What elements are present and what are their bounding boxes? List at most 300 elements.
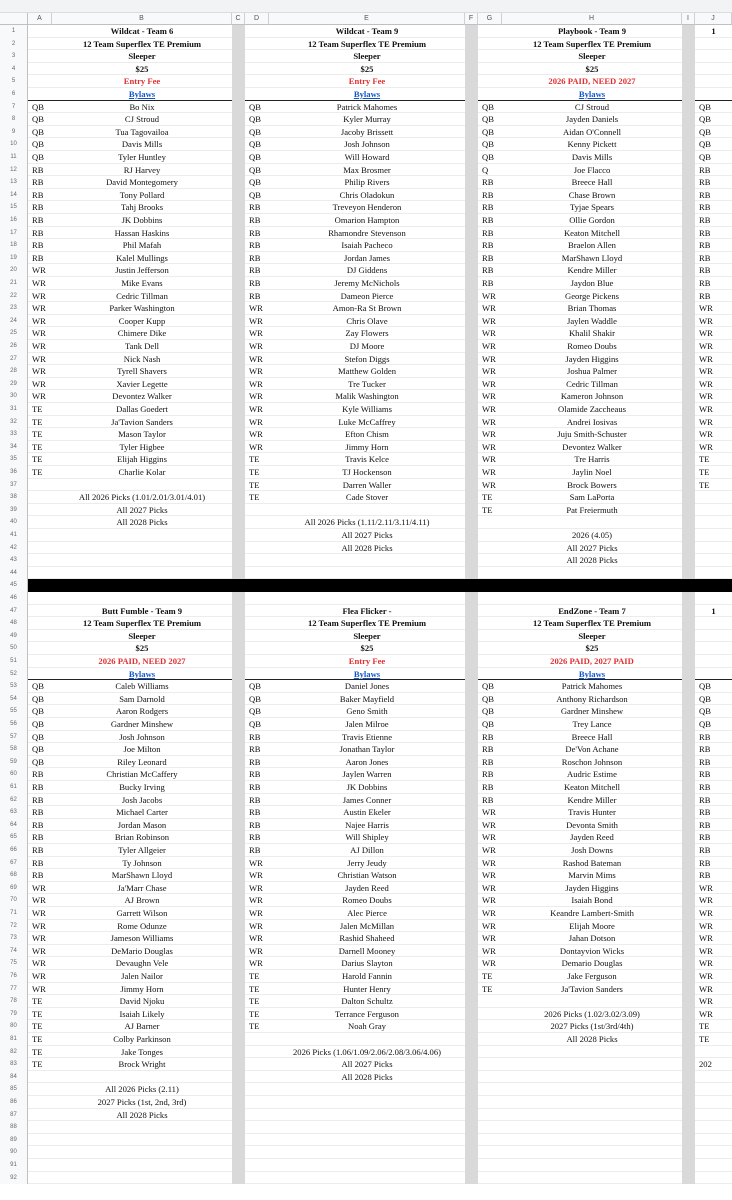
player-position[interactable]: TE	[28, 1008, 52, 1021]
row-number[interactable]: 76	[0, 970, 28, 983]
row-number[interactable]: 63	[0, 806, 28, 819]
cell[interactable]	[245, 605, 269, 618]
player-position[interactable]: WR	[478, 479, 502, 492]
player-position[interactable]: WR	[245, 302, 269, 315]
player-position[interactable]: QB	[245, 176, 269, 189]
player-name[interactable]: Romeo Doubs	[269, 894, 465, 907]
player-name[interactable]: Hassan Haskins	[52, 227, 232, 240]
player-position[interactable]: RB	[245, 214, 269, 227]
cell[interactable]	[52, 1159, 232, 1172]
row-number[interactable]: 82	[0, 1046, 28, 1059]
player-name[interactable]: Mason Taylor	[52, 428, 232, 441]
player-position[interactable]: WR	[478, 844, 502, 857]
cell[interactable]	[28, 642, 52, 655]
league-format[interactable]: 12 Team Superflex TE Premium	[502, 38, 682, 51]
player-position[interactable]: QB	[245, 126, 269, 139]
player-position[interactable]: QB	[28, 756, 52, 769]
cell[interactable]	[245, 88, 269, 101]
column-header-a[interactable]: A	[28, 13, 52, 25]
player-name[interactable]: Jake Tonges	[52, 1046, 232, 1059]
player-position[interactable]: WR	[478, 831, 502, 844]
row-number[interactable]: 88	[0, 1121, 28, 1134]
cell[interactable]	[28, 1083, 52, 1096]
row-number[interactable]: 32	[0, 416, 28, 429]
row-number[interactable]: 8	[0, 113, 28, 126]
row-number[interactable]: 5	[0, 75, 28, 88]
player-name[interactable]: Braelon Allen	[502, 239, 682, 252]
cell[interactable]	[245, 38, 269, 51]
player-position[interactable]: RB	[695, 264, 732, 277]
player-position[interactable]: WR	[478, 428, 502, 441]
player-name[interactable]: Ja'Tavion Sanders	[502, 983, 682, 996]
player-position[interactable]: WR	[245, 907, 269, 920]
cell[interactable]	[28, 655, 52, 668]
player-name[interactable]: Malik Washington	[269, 390, 465, 403]
cell[interactable]	[478, 668, 502, 681]
select-all-corner[interactable]	[0, 13, 28, 25]
player-position[interactable]: QB	[28, 680, 52, 693]
cell[interactable]	[502, 1096, 682, 1109]
player-position[interactable]: QB	[695, 113, 732, 126]
player-position[interactable]: RB	[695, 214, 732, 227]
row-number[interactable]: 56	[0, 718, 28, 731]
cell[interactable]	[245, 1096, 269, 1109]
cell[interactable]	[695, 668, 732, 681]
player-name[interactable]: Davis Mills	[52, 138, 232, 151]
player-name[interactable]: Noah Gray	[269, 1020, 465, 1033]
player-name[interactable]: Davis Mills	[502, 151, 682, 164]
player-name[interactable]: Luke McCaffrey	[269, 416, 465, 429]
cell[interactable]	[28, 491, 52, 504]
row-number[interactable]: 69	[0, 882, 28, 895]
player-position[interactable]: RB	[695, 176, 732, 189]
player-position[interactable]: RB	[695, 189, 732, 202]
row-number[interactable]: 87	[0, 1109, 28, 1122]
player-position[interactable]: WR	[245, 957, 269, 970]
player-name[interactable]: Brian Robinson	[52, 831, 232, 844]
player-position[interactable]: RB	[695, 731, 732, 744]
player-position[interactable]: QB	[245, 164, 269, 177]
player-name[interactable]: Efton Chism	[269, 428, 465, 441]
row-number[interactable]: 21	[0, 277, 28, 290]
cell[interactable]	[695, 630, 732, 643]
player-position[interactable]: QB	[28, 138, 52, 151]
cell[interactable]	[52, 1071, 232, 1084]
player-name[interactable]: Joe Milton	[52, 743, 232, 756]
cell[interactable]	[478, 655, 502, 668]
team-title[interactable]: Butt Fumble - Team 9	[52, 605, 232, 618]
cell[interactable]	[28, 50, 52, 63]
row-number[interactable]: 73	[0, 932, 28, 945]
player-position[interactable]: RB	[695, 831, 732, 844]
player-position[interactable]: RB	[478, 768, 502, 781]
row-number[interactable]: 24	[0, 315, 28, 328]
league-format[interactable]: 12 Team Superflex TE Premium	[52, 38, 232, 51]
player-position[interactable]: TE	[245, 995, 269, 1008]
league-format[interactable]: 12 Team Superflex TE Premium	[502, 617, 682, 630]
player-position[interactable]: WR	[695, 353, 732, 366]
row-number[interactable]: 35	[0, 453, 28, 466]
player-name[interactable]: Tyler Huntley	[52, 151, 232, 164]
cell[interactable]	[28, 592, 52, 605]
row-number[interactable]: 55	[0, 705, 28, 718]
player-position[interactable]: WR	[28, 894, 52, 907]
player-name[interactable]: Marvin Mims	[502, 869, 682, 882]
cell[interactable]	[245, 630, 269, 643]
row-number[interactable]: 89	[0, 1134, 28, 1147]
cell[interactable]	[28, 63, 52, 76]
player-position[interactable]: WR	[478, 920, 502, 933]
row-number[interactable]: 46	[0, 592, 28, 605]
bylaws-link[interactable]: Bylaws	[502, 88, 682, 101]
row-number[interactable]: 10	[0, 138, 28, 151]
player-position[interactable]: QB	[28, 743, 52, 756]
player-position[interactable]: WR	[478, 302, 502, 315]
player-position[interactable]: QB	[478, 101, 502, 114]
player-position[interactable]: WR	[695, 365, 732, 378]
row-number[interactable]: 77	[0, 983, 28, 996]
player-position[interactable]: WR	[695, 302, 732, 315]
player-position[interactable]: RB	[695, 781, 732, 794]
player-name[interactable]: Kendre Miller	[502, 794, 682, 807]
player-position[interactable]: QB	[245, 189, 269, 202]
player-name[interactable]: Brock Bowers	[502, 479, 682, 492]
cell[interactable]	[269, 567, 465, 580]
player-name[interactable]: Baker Mayfield	[269, 693, 465, 706]
cell[interactable]	[245, 1033, 269, 1046]
player-position[interactable]: RB	[28, 819, 52, 832]
cell[interactable]	[478, 1159, 502, 1172]
player-position[interactable]: TE	[28, 1020, 52, 1033]
player-name[interactable]: James Conner	[269, 794, 465, 807]
player-position[interactable]: QB	[695, 705, 732, 718]
entry-fee-amount[interactable]: $25	[52, 642, 232, 655]
player-name[interactable]: Elijah Higgins	[52, 453, 232, 466]
player-name[interactable]: Rashid Shaheed	[269, 932, 465, 945]
player-position[interactable]: TE	[695, 479, 732, 492]
cell[interactable]	[478, 1020, 502, 1033]
player-name[interactable]: RJ Harvey	[52, 164, 232, 177]
row-number[interactable]: 42	[0, 542, 28, 555]
cell[interactable]	[695, 1083, 732, 1096]
player-position[interactable]: QB	[245, 680, 269, 693]
player-position[interactable]: WR	[245, 315, 269, 328]
cell[interactable]	[502, 1071, 682, 1084]
player-position[interactable]: QB	[478, 693, 502, 706]
team-title-partial[interactable]: 1	[695, 25, 732, 38]
cell[interactable]	[695, 655, 732, 668]
player-position[interactable]: RB	[695, 844, 732, 857]
player-name[interactable]: Justin Jefferson	[52, 264, 232, 277]
player-name[interactable]: 2027 Picks (1st/3rd/4th)	[502, 1020, 682, 1033]
platform-label[interactable]: Sleeper	[269, 50, 465, 63]
cell[interactable]	[245, 655, 269, 668]
player-name[interactable]: Ollie Gordon	[502, 214, 682, 227]
player-name[interactable]: Kendre Miller	[502, 264, 682, 277]
league-format[interactable]: 12 Team Superflex TE Premium	[52, 617, 232, 630]
cell[interactable]	[695, 542, 732, 555]
cell[interactable]	[28, 1121, 52, 1134]
player-name[interactable]: Chris Oladokun	[269, 189, 465, 202]
cell[interactable]	[245, 504, 269, 517]
player-position[interactable]: RB	[478, 214, 502, 227]
player-name[interactable]: All 2028 Picks	[52, 516, 232, 529]
player-name[interactable]: Xavier Legette	[52, 378, 232, 391]
cell[interactable]	[695, 1096, 732, 1109]
player-name[interactable]: Riley Leonard	[52, 756, 232, 769]
player-position[interactable]: TE	[695, 1033, 732, 1046]
cell[interactable]	[245, 1172, 269, 1185]
player-position[interactable]: RB	[245, 290, 269, 303]
player-position[interactable]: TE	[695, 453, 732, 466]
player-position[interactable]: WR	[28, 365, 52, 378]
player-name[interactable]: Devonta Smith	[502, 819, 682, 832]
player-position[interactable]: WR	[695, 340, 732, 353]
cell[interactable]	[478, 25, 502, 38]
player-name[interactable]: Elijah Moore	[502, 920, 682, 933]
player-position[interactable]: QB	[478, 113, 502, 126]
player-name[interactable]: Matthew Golden	[269, 365, 465, 378]
player-position[interactable]: RB	[28, 869, 52, 882]
player-position[interactable]: RB	[478, 731, 502, 744]
cell[interactable]	[52, 1134, 232, 1147]
cell[interactable]	[52, 1146, 232, 1159]
player-name[interactable]: Jayden Reed	[269, 882, 465, 895]
row-number[interactable]: 15	[0, 201, 28, 214]
row-number[interactable]: 36	[0, 466, 28, 479]
cell[interactable]	[269, 1172, 465, 1185]
row-number[interactable]: 68	[0, 869, 28, 882]
row-number[interactable]: 84	[0, 1071, 28, 1084]
player-name[interactable]: Daniel Jones	[269, 680, 465, 693]
cell[interactable]	[245, 617, 269, 630]
cell[interactable]	[502, 592, 682, 605]
player-position[interactable]: QB	[695, 101, 732, 114]
player-position[interactable]: QB	[478, 151, 502, 164]
cell[interactable]	[478, 642, 502, 655]
cell[interactable]	[245, 554, 269, 567]
entry-fee-amount[interactable]: $25	[502, 642, 682, 655]
player-name[interactable]: Joshua Palmer	[502, 365, 682, 378]
cell[interactable]	[695, 1146, 732, 1159]
platform-label[interactable]: Sleeper	[269, 630, 465, 643]
cell[interactable]	[695, 1046, 732, 1059]
player-name[interactable]: Bucky Irving	[52, 781, 232, 794]
row-number[interactable]: 28	[0, 365, 28, 378]
player-name[interactable]: Dontayvion Wicks	[502, 945, 682, 958]
player-position[interactable]: RB	[28, 176, 52, 189]
player-position[interactable]: WR	[245, 353, 269, 366]
column-header-b[interactable]: B	[52, 13, 232, 25]
player-name[interactable]: Khalil Shakir	[502, 327, 682, 340]
player-name[interactable]: Devontez Walker	[52, 390, 232, 403]
team-title[interactable]: Wildcat - Team 6	[52, 25, 232, 38]
player-name[interactable]: Will Howard	[269, 151, 465, 164]
cell[interactable]	[478, 75, 502, 88]
player-position[interactable]: WR	[245, 945, 269, 958]
player-position[interactable]: TE	[245, 1008, 269, 1021]
cell[interactable]	[695, 50, 732, 63]
cell[interactable]	[269, 1159, 465, 1172]
row-number[interactable]: 52	[0, 668, 28, 681]
row-number[interactable]: 78	[0, 995, 28, 1008]
player-name[interactable]: Jalen Milroe	[269, 718, 465, 731]
player-position[interactable]: RB	[695, 743, 732, 756]
cell[interactable]	[28, 479, 52, 492]
player-position[interactable]: QB	[245, 151, 269, 164]
player-position[interactable]: WR	[28, 353, 52, 366]
player-name[interactable]: Jalen Nailor	[52, 970, 232, 983]
cell[interactable]	[502, 1046, 682, 1059]
player-position[interactable]: RB	[245, 239, 269, 252]
player-name[interactable]: All 2028 Picks	[269, 542, 465, 555]
player-name[interactable]: George Pickens	[502, 290, 682, 303]
player-name[interactable]: Bo Nix	[52, 101, 232, 114]
player-name[interactable]: Jimmy Horn	[269, 441, 465, 454]
player-position[interactable]: WR	[245, 857, 269, 870]
player-position[interactable]: WR	[478, 416, 502, 429]
platform-label[interactable]: Sleeper	[52, 630, 232, 643]
player-name[interactable]: Max Brosmer	[269, 164, 465, 177]
player-position[interactable]: WR	[695, 882, 732, 895]
player-name[interactable]: Travis Etienne	[269, 731, 465, 744]
player-position[interactable]: RB	[245, 227, 269, 240]
player-name[interactable]: MarShawn Lloyd	[52, 869, 232, 882]
cell[interactable]	[269, 1121, 465, 1134]
player-position[interactable]: RB	[695, 756, 732, 769]
player-position[interactable]: TE	[245, 491, 269, 504]
cell[interactable]	[245, 1046, 269, 1059]
player-name[interactable]: Isaiah Likely	[52, 1008, 232, 1021]
player-position[interactable]: WR	[695, 315, 732, 328]
cell[interactable]	[28, 617, 52, 630]
player-position[interactable]: RB	[28, 781, 52, 794]
cell[interactable]	[245, 542, 269, 555]
player-position[interactable]: RB	[28, 844, 52, 857]
cell[interactable]	[502, 1159, 682, 1172]
player-name[interactable]: Rhamondre Stevenson	[269, 227, 465, 240]
row-number[interactable]: 67	[0, 857, 28, 870]
player-name[interactable]: CJ Stroud	[52, 113, 232, 126]
player-name[interactable]: Gardner Minshew	[502, 705, 682, 718]
player-position[interactable]: WR	[695, 428, 732, 441]
player-position[interactable]: WR	[478, 932, 502, 945]
row-number[interactable]: 3	[0, 50, 28, 63]
cell[interactable]	[269, 1033, 465, 1046]
player-name[interactable]: AJ Dillon	[269, 844, 465, 857]
entry-fee-amount[interactable]: $25	[52, 63, 232, 76]
cell[interactable]	[28, 1146, 52, 1159]
player-position[interactable]: WR	[478, 365, 502, 378]
player-position[interactable]: RB	[478, 794, 502, 807]
row-number[interactable]: 53	[0, 680, 28, 693]
player-position[interactable]: RB	[28, 227, 52, 240]
cell[interactable]	[28, 605, 52, 618]
cell[interactable]	[478, 63, 502, 76]
player-name[interactable]: Jayden Higgins	[502, 353, 682, 366]
player-name[interactable]: Dameon Pierce	[269, 290, 465, 303]
player-position[interactable]: RB	[478, 781, 502, 794]
player-position[interactable]: WR	[695, 390, 732, 403]
player-name[interactable]: Terrance Ferguson	[269, 1008, 465, 1021]
player-position[interactable]: WR	[695, 1008, 732, 1021]
player-position[interactable]: WR	[28, 340, 52, 353]
player-name[interactable]: Tank Dell	[52, 340, 232, 353]
column-header-f[interactable]: F	[465, 13, 478, 25]
player-position[interactable]: RB	[478, 277, 502, 290]
player-position[interactable]: WR	[695, 945, 732, 958]
row-number[interactable]: 23	[0, 302, 28, 315]
player-position[interactable]: TE	[28, 466, 52, 479]
player-position[interactable]: QB	[245, 113, 269, 126]
cell[interactable]	[478, 567, 502, 580]
player-name[interactable]: Breece Hall	[502, 176, 682, 189]
player-name[interactable]: CJ Stroud	[502, 101, 682, 114]
cell[interactable]	[28, 25, 52, 38]
player-name[interactable]: Phil Mafah	[52, 239, 232, 252]
player-name[interactable]: Josh Jacobs	[52, 794, 232, 807]
player-name[interactable]: Tre Tucker	[269, 378, 465, 391]
bylaws-link[interactable]: Bylaws	[52, 668, 232, 681]
row-number[interactable]: 72	[0, 920, 28, 933]
player-position[interactable]: QB	[28, 151, 52, 164]
cell[interactable]	[245, 1146, 269, 1159]
player-name[interactable]: Najee Harris	[269, 819, 465, 832]
player-position[interactable]: WR	[28, 390, 52, 403]
cell[interactable]	[502, 995, 682, 1008]
player-name[interactable]: Jonathan Taylor	[269, 743, 465, 756]
player-position[interactable]: WR	[695, 970, 732, 983]
league-format[interactable]: 12 Team Superflex TE Premium	[269, 617, 465, 630]
player-position[interactable]: TE	[478, 504, 502, 517]
player-position[interactable]: TE	[28, 403, 52, 416]
row-number[interactable]: 26	[0, 340, 28, 353]
player-position[interactable]: QB	[245, 138, 269, 151]
row-number[interactable]: 86	[0, 1096, 28, 1109]
player-name[interactable]: Stefon Diggs	[269, 353, 465, 366]
player-position[interactable]: TE	[245, 466, 269, 479]
row-number[interactable]: 70	[0, 894, 28, 907]
player-name[interactable]: All 2027 Picks	[269, 529, 465, 542]
player-position[interactable]: WR	[478, 857, 502, 870]
player-position[interactable]: RB	[695, 201, 732, 214]
cell[interactable]	[478, 1146, 502, 1159]
cell[interactable]	[28, 1109, 52, 1122]
player-position[interactable]: WR	[245, 416, 269, 429]
column-header-c[interactable]: C	[232, 13, 245, 25]
player-position[interactable]: RB	[28, 189, 52, 202]
cell[interactable]	[269, 1096, 465, 1109]
player-position[interactable]: WR	[28, 983, 52, 996]
player-position[interactable]: WR	[245, 428, 269, 441]
cell[interactable]	[245, 642, 269, 655]
player-position[interactable]: RB	[695, 768, 732, 781]
player-name[interactable]: Tahj Brooks	[52, 201, 232, 214]
player-name[interactable]: Brock Wright	[52, 1058, 232, 1071]
cell[interactable]	[695, 75, 732, 88]
cell[interactable]	[502, 1109, 682, 1122]
player-name[interactable]: Christian Watson	[269, 869, 465, 882]
row-number[interactable]: 29	[0, 378, 28, 391]
player-position[interactable]: RB	[695, 227, 732, 240]
player-position[interactable]: QB	[245, 693, 269, 706]
row-number[interactable]: 30	[0, 390, 28, 403]
player-position[interactable]: RB	[695, 857, 732, 870]
player-name[interactable]: Rashod Bateman	[502, 857, 682, 870]
player-name[interactable]: Kalel Mullings	[52, 252, 232, 265]
row-number[interactable]: 38	[0, 491, 28, 504]
cell[interactable]	[695, 504, 732, 517]
